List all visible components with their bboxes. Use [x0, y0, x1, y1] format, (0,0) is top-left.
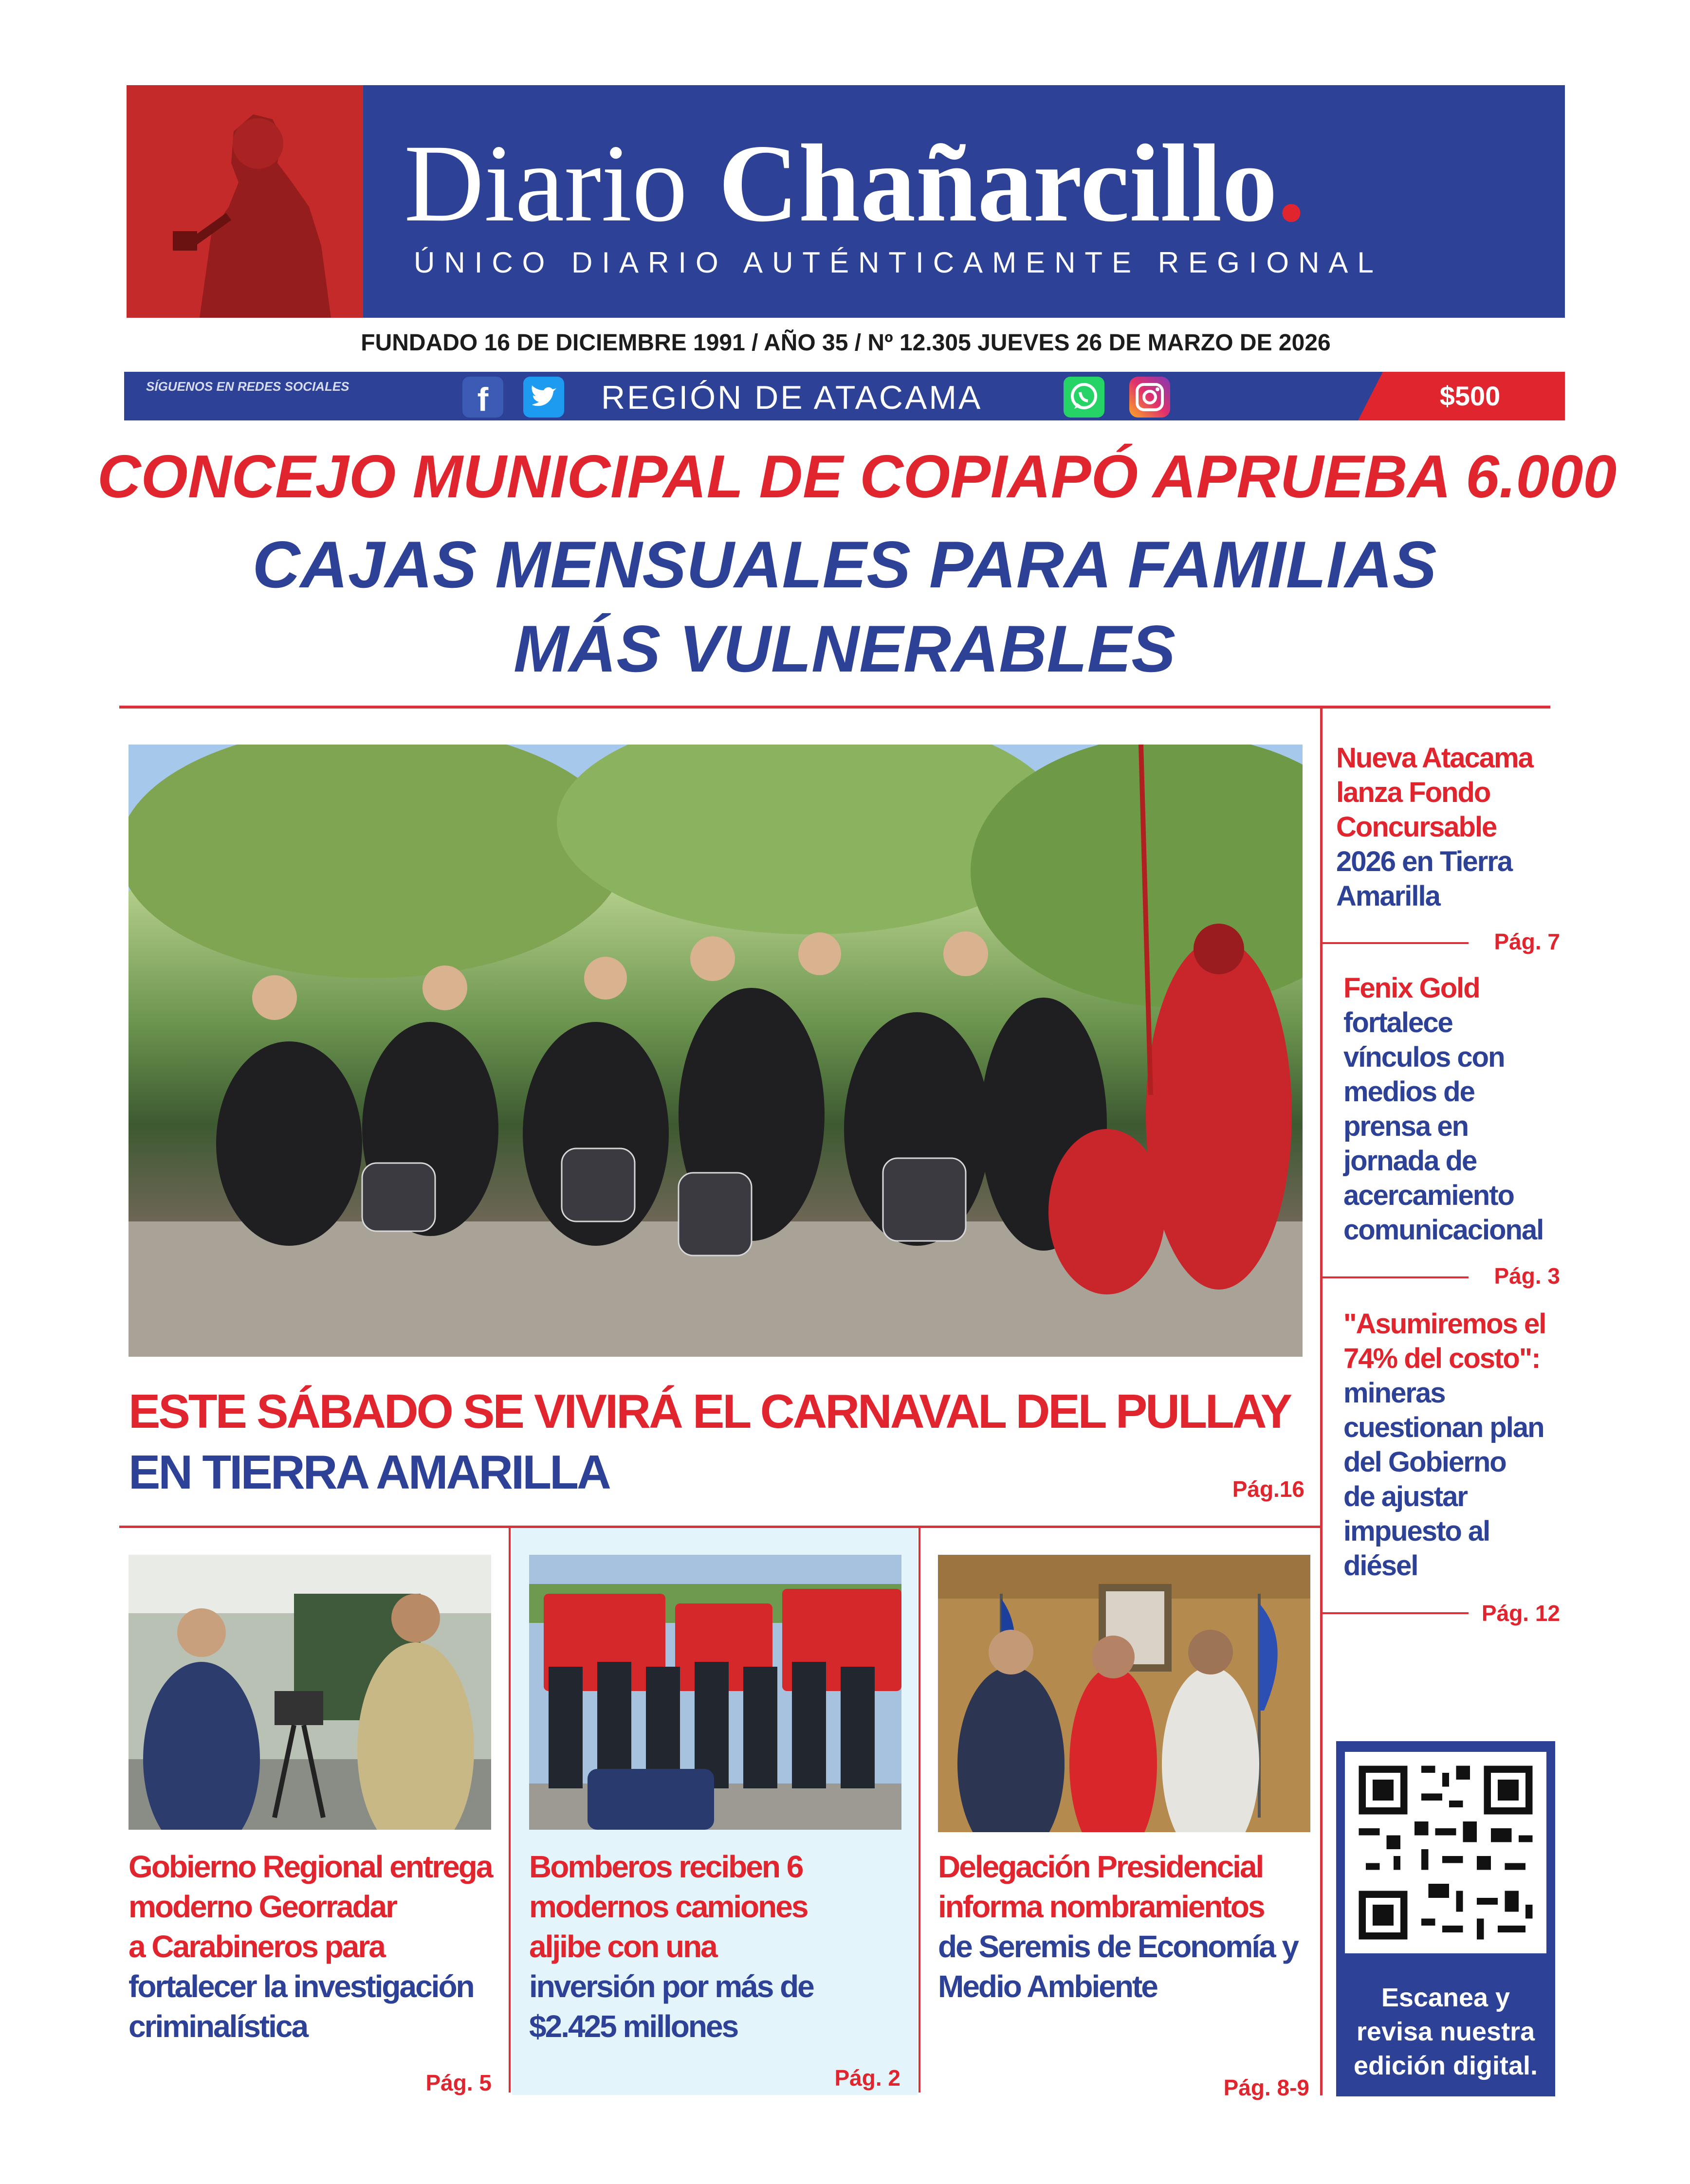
- headline-divider: [119, 706, 1550, 709]
- sidebar-story-3-line: impuesto al: [1343, 1515, 1490, 1547]
- bottom-divider-2: [918, 1528, 920, 2093]
- sidebar-story-2[interactable]: [1343, 971, 1572, 1247]
- qr-caption: [1336, 1981, 1555, 2083]
- title-word-diario: Diario: [404, 122, 688, 245]
- bottom-story-2-line: $2.425 millones: [529, 2009, 738, 2044]
- svg-text:f: f: [477, 381, 489, 418]
- sidebar-story-3-line: cuestionan plan: [1343, 1412, 1544, 1443]
- bottom-story-1[interactable]: [129, 1847, 508, 2046]
- sidebar-story-1-line: 2026 en Tierra: [1336, 846, 1512, 877]
- bottom-story-2-line: modernos camiones: [529, 1889, 808, 1924]
- sidebar-story-2-line: Fenix Gold: [1343, 972, 1480, 1004]
- sidebar-story-1-line: Concursable: [1336, 811, 1497, 843]
- bottom-story-3-page: Pág. 8-9: [1223, 2075, 1309, 2100]
- title-word-chanarcillo: Chañarcillo: [718, 122, 1278, 245]
- bottom-story-3-line: Medio Ambiente: [938, 1969, 1157, 2004]
- sidebar-story-3-line: de ajustar: [1343, 1481, 1467, 1512]
- sidebar-story-2-line: jornada de: [1343, 1145, 1477, 1177]
- bottom-story-3-line: de Seremis de Economía y: [938, 1929, 1298, 1964]
- bottom-divider-1: [509, 1528, 511, 2093]
- social-label: SÍGUENOS EN REDES SOCIALES: [146, 379, 349, 394]
- bottom-story-1-page: Pág. 5: [425, 2070, 492, 2095]
- sidebar-story-3-line: mineras: [1343, 1377, 1445, 1409]
- sidebar-story-1-line: lanza Fondo: [1336, 777, 1490, 808]
- sidebar-story-2-line: fortalece: [1343, 1007, 1452, 1038]
- statue-logo: [127, 85, 363, 318]
- whatsapp-icon[interactable]: [1064, 377, 1104, 418]
- bottom-story-1-line: fortalecer la investigación: [129, 1969, 474, 2004]
- bottom-story-1-line: criminalística: [129, 2009, 308, 2044]
- bottom-story-2-line: inversión por más de: [529, 1969, 813, 2004]
- region-label: REGIÓN DE ATACAMA: [601, 379, 983, 416]
- bomberos-photo: [529, 1555, 901, 1830]
- bottom-story-1-line: moderno Georradar: [129, 1889, 397, 1924]
- bottom-story-2-line: Bomberos reciben 6: [529, 1849, 803, 1884]
- headline-line-1: CONCEJO MUNICIPAL DE COPIAPÓ APRUEBA 6.000: [97, 443, 1617, 510]
- sidebar-story-1[interactable]: [1336, 741, 1565, 913]
- sidebar-story-3[interactable]: [1343, 1307, 1572, 1583]
- title-dot: .: [1277, 122, 1305, 245]
- statue-illustration: [127, 85, 363, 318]
- sidebar-divider: [1320, 709, 1323, 2095]
- sidebar-story-3-page: Pág. 12: [1481, 1601, 1560, 1626]
- sidebar-story-3-line: 74% del costo":: [1343, 1343, 1540, 1374]
- bottom-story-1-line: a Carabineros para: [129, 1929, 385, 1964]
- bottom-story-3-line: informa nombramientos: [938, 1889, 1264, 1924]
- headline-line-3: MÁS VULNERABLES: [513, 612, 1176, 686]
- bottom-story-3-line: Delegación Presidencial: [938, 1849, 1263, 1884]
- georradar-photo: [129, 1555, 491, 1830]
- qr-caption-line: Escanea y: [1381, 1983, 1510, 2012]
- qr-caption-line: revisa nuestra: [1356, 2017, 1535, 2046]
- price-label: $500: [1439, 381, 1501, 411]
- sidebar-story-2-page: Pág. 3: [1494, 1263, 1560, 1289]
- qr-code[interactable]: [1345, 1752, 1546, 1953]
- sidebar-story-2-line: vínculos con: [1343, 1041, 1505, 1073]
- main-story-title-blue[interactable]: EN TIERRA AMARILLA: [129, 1445, 609, 1499]
- tagline: ÚNICO DIARIO AUTÉNTICAMENTE REGIONAL: [414, 246, 1383, 279]
- sidebar-story-2-line: comunicacional: [1343, 1214, 1543, 1246]
- bottom-story-2[interactable]: [529, 1847, 914, 2046]
- sidebar-story-2-line: acercamiento: [1343, 1180, 1514, 1211]
- seremis-photo: [938, 1555, 1310, 1832]
- sidebar-story-2-line: medios de: [1343, 1076, 1474, 1108]
- facebook-icon[interactable]: [462, 377, 503, 418]
- sidebar-story-3-line: diésel: [1343, 1550, 1418, 1582]
- issue-info: FUNDADO 16 DE DICIEMBRE 1991 / AÑO 35 / Nº 12.305 JUEVES 26 DE MARZO DE 2026: [361, 330, 1331, 356]
- sidebar-story-3-line: del Gobierno: [1343, 1446, 1506, 1478]
- headline-line-2: CAJAS MENSUALES PARA FAMILIAS: [252, 528, 1437, 601]
- newspaper-title: [404, 114, 1524, 251]
- sidebar-story-1-line: Amarilla: [1336, 880, 1440, 912]
- bottom-story-2-page: Pág. 2: [834, 2065, 900, 2091]
- sidebar-story-3-line: "Asumiremos el: [1343, 1308, 1546, 1340]
- bottom-story-2-line: aljibe con una: [529, 1929, 716, 1964]
- bottom-story-3[interactable]: [938, 1847, 1318, 2006]
- sidebar-story-1-line: Nueva Atacama: [1336, 742, 1533, 774]
- instagram-icon[interactable]: [1129, 377, 1170, 418]
- main-story-page: Pág.16: [1232, 1476, 1304, 1502]
- sidebar-story-1-page: Pág. 7: [1494, 929, 1560, 954]
- carnival-photo: [129, 745, 1303, 1357]
- sidebar-story-2-line: prensa en: [1343, 1110, 1468, 1142]
- qr-caption-line: edición digital.: [1353, 2051, 1538, 2080]
- bottom-story-1-line: Gobierno Regional entrega: [129, 1849, 492, 1884]
- twitter-icon[interactable]: [523, 377, 564, 418]
- main-story-title-red[interactable]: ESTE SÁBADO SE VIVIRÁ EL CARNAVAL DEL PULLAY: [129, 1384, 1290, 1438]
